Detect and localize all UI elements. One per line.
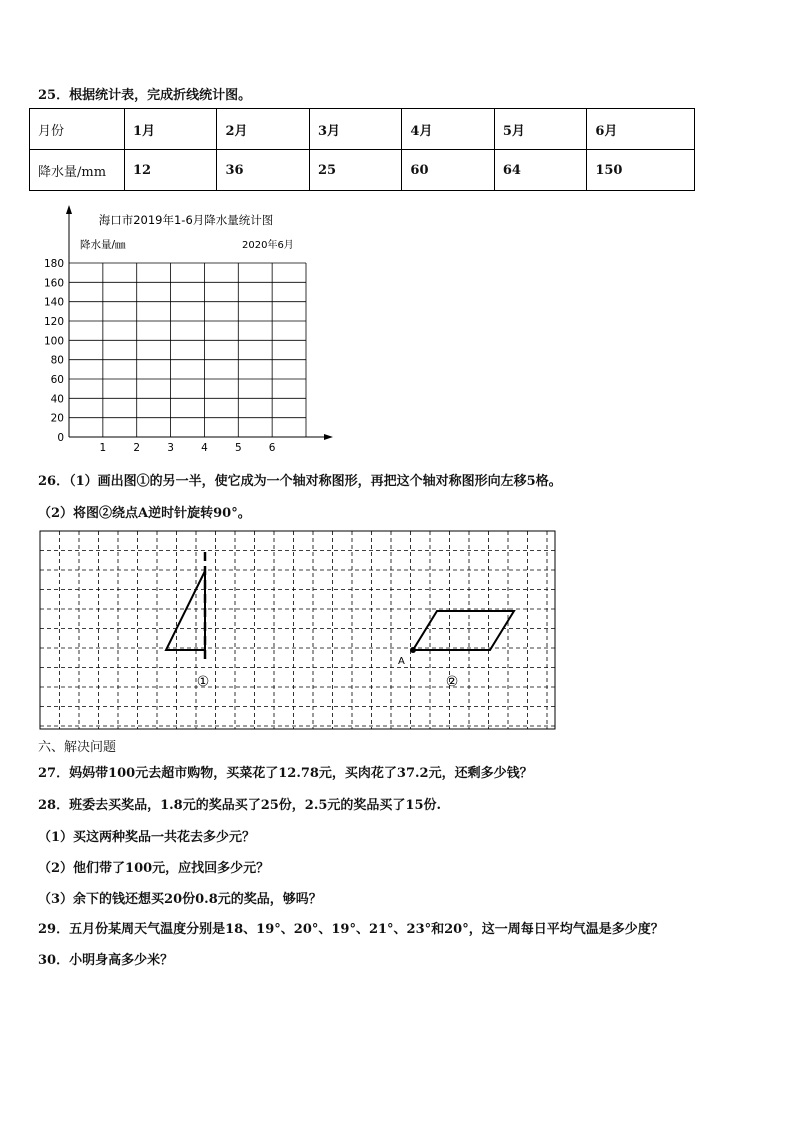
x-tick-label: 2 xyxy=(133,442,141,454)
grid-border xyxy=(40,531,555,729)
table-header-cell: 6月 xyxy=(587,109,695,150)
table-header-cell: 1月 xyxy=(125,109,217,150)
table-cell: 60 xyxy=(402,150,494,191)
y-tick-label: 0 xyxy=(57,432,64,444)
q28-text: 28．班委去买奖品，1.8元的奖品买了25份，2.5元的奖品买了15份. xyxy=(38,798,442,813)
chart-date: 2020年6月 xyxy=(242,240,294,251)
table-header-cell: 5月 xyxy=(494,109,586,150)
table-header-cell: 4月 xyxy=(402,109,494,150)
y-tick-label: 80 xyxy=(50,354,64,367)
x-tick-label: 5 xyxy=(234,442,242,454)
chart-ylabel: 降水量/㎜ xyxy=(80,239,126,251)
y-tick-label: 140 xyxy=(43,296,64,309)
y-tick-label: 40 xyxy=(50,393,64,406)
table-cell: 12 xyxy=(125,150,217,191)
point-a-label: A xyxy=(398,656,405,667)
table-cell: 25 xyxy=(309,150,401,191)
q29-text: 29．五月份某周天气温度分别是18、19°、20°、19°、21°、23°和20°，这一周每日平均气温是多少度？ xyxy=(38,922,664,937)
x-tick-label: 3 xyxy=(167,442,174,454)
figure-1-label: ① xyxy=(196,674,210,690)
y-tick-label: 160 xyxy=(43,277,64,290)
figure-2-label: ② xyxy=(445,674,459,690)
q28-sub3: （3）余下的钱还想买20份0.8元的奖品，够吗？ xyxy=(38,892,322,907)
table-cell: 降水量/mm xyxy=(30,150,125,191)
figure-2-parallelogram xyxy=(413,611,514,650)
y-tick-label: 60 xyxy=(50,374,64,386)
q28-sub1: （1）买这两种奖品一共花去多少元？ xyxy=(38,830,256,845)
q26-part1: 26．（1）画出图①的另一半，使它成为一个轴对称图形，再把这个轴对称图形向左移5格。 xyxy=(38,474,562,489)
point-a xyxy=(410,647,416,653)
q28-sub2: （2）他们带了100元，应找回多少元？ xyxy=(38,861,270,876)
q27-text: 27．妈妈带100元去超市购物，买菜花了12.78元，买肉花了37.2元，还剩多少钱？ xyxy=(38,766,533,781)
table-header-cell: 2月 xyxy=(217,109,309,150)
x-tick-label: 1 xyxy=(99,442,107,454)
q30-text: 30．小明身高多少米？ xyxy=(38,953,174,968)
dashed-grid xyxy=(40,531,555,729)
x-tick-label: 4 xyxy=(201,442,208,454)
y-tick-label: 100 xyxy=(43,335,64,348)
table-cell: 64 xyxy=(494,150,586,191)
table-cell: 150 xyxy=(587,150,695,191)
q25-heading: 25．根据统计表，完成折线统计图。 xyxy=(38,88,252,103)
chart-title: 海口市2019年1-6月降水量统计图 xyxy=(98,213,274,227)
table-cell: 36 xyxy=(217,150,309,191)
x-tick-label: 6 xyxy=(268,442,276,454)
section-title: 六、解决问题 xyxy=(38,740,117,755)
table-header-cell: 3月 xyxy=(309,109,401,150)
y-tick-label: 120 xyxy=(43,316,64,328)
table-header-cell: 月份 xyxy=(30,109,125,150)
q26-part2: （2）将图②绕点A逆时针旋转90°。 xyxy=(38,506,251,521)
y-tick-label: 20 xyxy=(50,412,64,425)
figure-1-half-triangle xyxy=(166,571,205,650)
y-tick-label: 180 xyxy=(43,258,64,270)
